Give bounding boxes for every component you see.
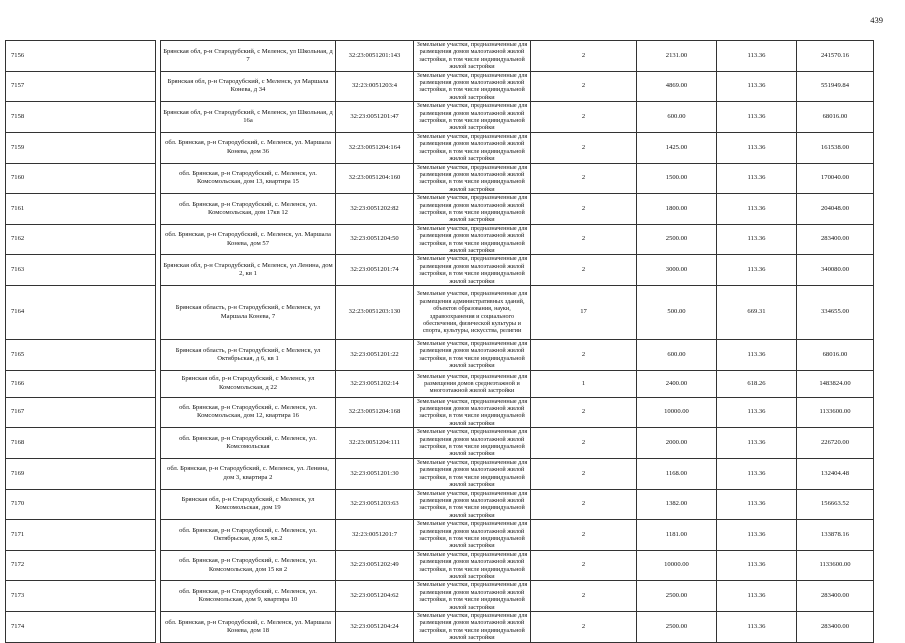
row-number: 7163: [6, 255, 156, 286]
row-area: 1425.00: [637, 132, 717, 163]
row-number: 7160: [6, 163, 156, 194]
row-number: 7159: [6, 132, 156, 163]
row-land-purpose: Земельные участки, предназначенные для размещения домов малоэтажной жилой застройки, в том числе индивидуальной жилой застройки: [414, 255, 531, 286]
row-rate: 113.36: [717, 397, 797, 428]
row-area: 10000.00: [637, 550, 717, 581]
row-number: 7156: [6, 41, 156, 72]
row-area: 1168.00: [637, 458, 717, 489]
page-number: 439: [870, 15, 883, 25]
row-address: Брянская обл, р-н Стародубский, с Меленск, ул Школьная, д 16а: [161, 102, 336, 133]
row-cadastral-value: 241570.16: [797, 41, 874, 72]
row-address: обл. Брянская, р-н Стародубский, с. Меленск, ул. Маршала Конева, дом 36: [161, 132, 336, 163]
row-group: 2: [531, 520, 637, 551]
row-area: 3000.00: [637, 255, 717, 286]
row-address: обл. Брянская, р-н Стародубский, с. Меленск, ул. Ленина, дом 3, квартира 2: [161, 458, 336, 489]
row-rate: 113.36: [717, 550, 797, 581]
row-cadastral-value: 551949.84: [797, 71, 874, 102]
row-number: 7158: [6, 102, 156, 133]
row-cadastral-number: 32:23:0051204:160: [336, 163, 414, 194]
row-cadastral-number: 32:23:0051204:164: [336, 132, 414, 163]
row-rate: 113.36: [717, 132, 797, 163]
row-address: Брянская обл, р-н Стародубский, с Меленск, ул Маршала Конева, д 34: [161, 71, 336, 102]
table-row: [6, 550, 874, 581]
row-group: 17: [531, 286, 637, 340]
row-area: 2000.00: [637, 428, 717, 459]
row-group: 2: [531, 41, 637, 72]
row-cadastral-value: 68016.00: [797, 102, 874, 133]
row-rate: 113.36: [717, 520, 797, 551]
row-address: обл. Брянская, р-н Стародубский, с. Меленск, ул. Комсомольская, дом 9, квартира 10: [161, 581, 336, 612]
row-number: 7165: [6, 340, 156, 371]
row-rate: 113.36: [717, 612, 797, 643]
row-cadastral-number: 32:23:0051201:143: [336, 41, 414, 72]
table-row: [6, 340, 874, 371]
row-group: 2: [531, 550, 637, 581]
row-land-purpose: Земельные участки, предназначенные для размещения домов малоэтажной жилой застройки, в том числе индивидуальной жилой застройки: [414, 397, 531, 428]
row-area: 1382.00: [637, 489, 717, 520]
row-land-purpose: Земельные участки, предназначенные для размещения домов малоэтажной жилой застройки, в том числе индивидуальной жилой застройки: [414, 41, 531, 72]
table-row: [6, 41, 874, 72]
row-area: 2500.00: [637, 612, 717, 643]
row-number: 7171: [6, 520, 156, 551]
row-cadastral-value: 226720.00: [797, 428, 874, 459]
row-address: обл. Брянская, р-н Стародубский, с. Меленск, ул. Комсомольская, дом 15 кв 2: [161, 550, 336, 581]
row-cadastral-value: 334655.00: [797, 286, 874, 340]
row-address: обл. Брянская, р-н Стародубский, с. Меленск, ул. Комсомольская, дом 13, квартира 15: [161, 163, 336, 194]
row-cadastral-number: 32:23:0051201:7: [336, 520, 414, 551]
table-row: [6, 194, 874, 225]
row-area: 2400.00: [637, 370, 717, 397]
table-row: [6, 458, 874, 489]
row-cadastral-number: 32:23:0051202:14: [336, 370, 414, 397]
row-rate: 113.36: [717, 255, 797, 286]
table-row: [6, 71, 874, 102]
row-address: Брянская область, р-н Стародубский, с Меленск, ул Маршала Конева, 7: [161, 286, 336, 340]
row-area: 600.00: [637, 102, 717, 133]
table-row: [6, 397, 874, 428]
row-rate: 113.36: [717, 71, 797, 102]
row-land-purpose: Земельные участки, предназначенные для размещения домов малоэтажной жилой застройки, в том числе индивидуальной жилой застройки: [414, 102, 531, 133]
row-land-purpose: Земельные участки, предназначенные для размещения домов малоэтажной жилой застройки, в том числе индивидуальной жилой застройки: [414, 520, 531, 551]
row-group: 2: [531, 397, 637, 428]
row-cadastral-number: 32:23:0051201:47: [336, 102, 414, 133]
row-land-purpose: Земельные участки, предназначенные для размещения домов малоэтажной жилой застройки, в том числе индивидуальной жилой застройки: [414, 132, 531, 163]
row-cadastral-number: 32:23:0051203:63: [336, 489, 414, 520]
row-area: 2500.00: [637, 224, 717, 255]
row-cadastral-number: 32:23:0051203:4: [336, 71, 414, 102]
row-cadastral-number: 32:23:0051202:49: [336, 550, 414, 581]
row-land-purpose: Земельные участки, предназначенные для размещения домов малоэтажной жилой застройки, в том числе индивидуальной жилой застройки: [414, 489, 531, 520]
table-row: [6, 255, 874, 286]
row-land-purpose: Земельные участки, предназначенные для размещения домов малоэтажной жилой застройки, в том числе индивидуальной жилой застройки: [414, 194, 531, 225]
row-group: 2: [531, 255, 637, 286]
row-rate: 113.36: [717, 41, 797, 72]
row-area: 10000.00: [637, 397, 717, 428]
row-address: Брянская обл, р-н Стародубский, с Меленск, ул Ленина, дом 2, кв 1: [161, 255, 336, 286]
row-cadastral-value: 133878.16: [797, 520, 874, 551]
row-rate: 113.36: [717, 581, 797, 612]
row-number: 7172: [6, 550, 156, 581]
row-cadastral-number: 32:23:0051204:62: [336, 581, 414, 612]
table-row: [6, 581, 874, 612]
row-cadastral-value: 204048.00: [797, 194, 874, 225]
row-area: 4869.00: [637, 71, 717, 102]
row-cadastral-number: 32:23:0051204:24: [336, 612, 414, 643]
row-cadastral-value: 1483824.00: [797, 370, 874, 397]
table-row: [6, 489, 874, 520]
row-cadastral-number: 32:23:0051204:50: [336, 224, 414, 255]
row-cadastral-number: 32:23:0051201:22: [336, 340, 414, 371]
row-land-purpose: Земельные участки, предназначенные для размещения домов малоэтажной жилой застройки, в том числе индивидуальной жилой застройки: [414, 458, 531, 489]
row-group: 2: [531, 71, 637, 102]
row-number: 7173: [6, 581, 156, 612]
row-cadastral-number: 32:23:0051203:130: [336, 286, 414, 340]
row-group: 2: [531, 458, 637, 489]
row-land-purpose: Земельные участки, предназначенные для размещения домов малоэтажной жилой застройки, в том числе индивидуальной жилой застройки: [414, 71, 531, 102]
row-rate: 113.36: [717, 163, 797, 194]
row-cadastral-number: 32:23:0051201:74: [336, 255, 414, 286]
row-number: 7161: [6, 194, 156, 225]
row-cadastral-value: 170040.00: [797, 163, 874, 194]
row-rate: 618.26: [717, 370, 797, 397]
row-land-purpose: Земельные участки, предназначенные для размещения домов малоэтажной жилой застройки, в том числе индивидуальной жилой застройки: [414, 428, 531, 459]
table-row: [6, 370, 874, 397]
row-group: 2: [531, 612, 637, 643]
table-row: [6, 428, 874, 459]
row-rate: 113.36: [717, 224, 797, 255]
row-number: 7162: [6, 224, 156, 255]
row-cadastral-value: 68016.00: [797, 340, 874, 371]
row-area: 1500.00: [637, 163, 717, 194]
row-group: 2: [531, 163, 637, 194]
row-cadastral-value: 283400.00: [797, 581, 874, 612]
row-number: 7166: [6, 370, 156, 397]
row-number: 7168: [6, 428, 156, 459]
table-body: [6, 41, 874, 643]
row-number: 7170: [6, 489, 156, 520]
row-rate: 669.31: [717, 286, 797, 340]
row-land-purpose: Земельные участки, предназначенные для размещения домов малоэтажной жилой застройки, в том числе индивидуальной жилой застройки: [414, 581, 531, 612]
row-area: 2131.00: [637, 41, 717, 72]
row-group: 2: [531, 102, 637, 133]
row-rate: 113.36: [717, 194, 797, 225]
row-number: 7157: [6, 71, 156, 102]
table-row: [6, 520, 874, 551]
row-rate: 113.36: [717, 340, 797, 371]
table-row: [6, 163, 874, 194]
row-cadastral-value: 1133600.00: [797, 550, 874, 581]
row-group: 2: [531, 194, 637, 225]
row-address: Брянская обл, р-н Стародубский, с Меленск, ул Комсомольская, д 22: [161, 370, 336, 397]
row-rate: 113.36: [717, 428, 797, 459]
row-address: Брянская обл, р-н Стародубский, с Меленск, ул Школьная, д 7: [161, 41, 336, 72]
row-address: обл. Брянская, р-н Стародубский, с. Меленск, ул. Октябрьская, дом 5, кв.2: [161, 520, 336, 551]
row-group: 2: [531, 132, 637, 163]
row-number: 7167: [6, 397, 156, 428]
row-cadastral-number: 32:23:0051201:30: [336, 458, 414, 489]
land-plots-table: [5, 40, 874, 643]
row-area: 500.00: [637, 286, 717, 340]
row-rate: 113.36: [717, 489, 797, 520]
row-cadastral-value: 283400.00: [797, 224, 874, 255]
row-group: 2: [531, 340, 637, 371]
row-number: 7164: [6, 286, 156, 340]
row-area: 1800.00: [637, 194, 717, 225]
row-group: 2: [531, 428, 637, 459]
table-row: [6, 102, 874, 133]
row-cadastral-number: 32:23:0051204:111: [336, 428, 414, 459]
row-cadastral-value: 161538.00: [797, 132, 874, 163]
row-land-purpose: Земельные участки, предназначенные для размещения административных зданий, объектов образования, науки, здравоохранения и социального обеспечения, физической культуры и спорта, культуры, искусства, религии: [414, 286, 531, 340]
row-address: Брянская область, р-н Стародубский, с Меленск, ул Октябрьская, д 6, кв 1: [161, 340, 336, 371]
row-area: 600.00: [637, 340, 717, 371]
row-land-purpose: Земельные участки, предназначенные для размещения домов малоэтажной жилой застройки, в том числе индивидуальной жилой застройки: [414, 340, 531, 371]
row-address: обл. Брянская, р-н Стародубский, с. Меленск, ул. Маршала Конева, дом 18: [161, 612, 336, 643]
row-address: обл. Брянская, р-н Стародубский, с. Меленск, ул. Маршала Конева, дом 57: [161, 224, 336, 255]
table-row: [6, 132, 874, 163]
table-row: [6, 224, 874, 255]
row-address: обл. Брянская, р-н Стародубский, с. Меленск, ул. Комсомольская, дом 12, квартира 16: [161, 397, 336, 428]
row-group: 1: [531, 370, 637, 397]
row-cadastral-value: 1133600.00: [797, 397, 874, 428]
row-number: 7169: [6, 458, 156, 489]
row-group: 2: [531, 224, 637, 255]
row-group: 2: [531, 581, 637, 612]
row-land-purpose: Земельные участки, предназначенные для размещения домов малоэтажной жилой застройки, в том числе индивидуальной жилой застройки: [414, 224, 531, 255]
row-land-purpose: Земельные участки, предназначенные для размещения домов среднеэтажной и многоэтажной жилой застройки: [414, 370, 531, 397]
row-cadastral-number: 32:23:0051202:82: [336, 194, 414, 225]
row-rate: 113.36: [717, 458, 797, 489]
row-area: 1181.00: [637, 520, 717, 551]
row-address: обл. Брянская, р-н Стародубский, с. Меленск, ул. Комсомольская: [161, 428, 336, 459]
row-land-purpose: Земельные участки, предназначенные для размещения домов малоэтажной жилой застройки, в том числе индивидуальной жилой застройки: [414, 163, 531, 194]
row-cadastral-value: 283400.00: [797, 612, 874, 643]
table-row: [6, 286, 874, 340]
table-row: [6, 612, 874, 643]
row-cadastral-value: 340080.00: [797, 255, 874, 286]
row-address: Брянская обл, р-н Стародубский, с Меленск, ул Комсомольская, дом 19: [161, 489, 336, 520]
row-area: 2500.00: [637, 581, 717, 612]
row-cadastral-value: 132404.48: [797, 458, 874, 489]
row-address: обл. Брянская, р-н Стародубский, с. Меленск, ул. Комсомольская, дом 17кв 12: [161, 194, 336, 225]
row-cadastral-value: 156663.52: [797, 489, 874, 520]
row-rate: 113.36: [717, 102, 797, 133]
row-cadastral-number: 32:23:0051204:168: [336, 397, 414, 428]
row-land-purpose: Земельные участки, предназначенные для размещения домов малоэтажной жилой застройки, в том числе индивидуальной жилой застройки: [414, 612, 531, 643]
row-number: 7174: [6, 612, 156, 643]
row-land-purpose: Земельные участки, предназначенные для размещения домов малоэтажной жилой застройки, в том числе индивидуальной жилой застройки: [414, 550, 531, 581]
row-group: 2: [531, 489, 637, 520]
